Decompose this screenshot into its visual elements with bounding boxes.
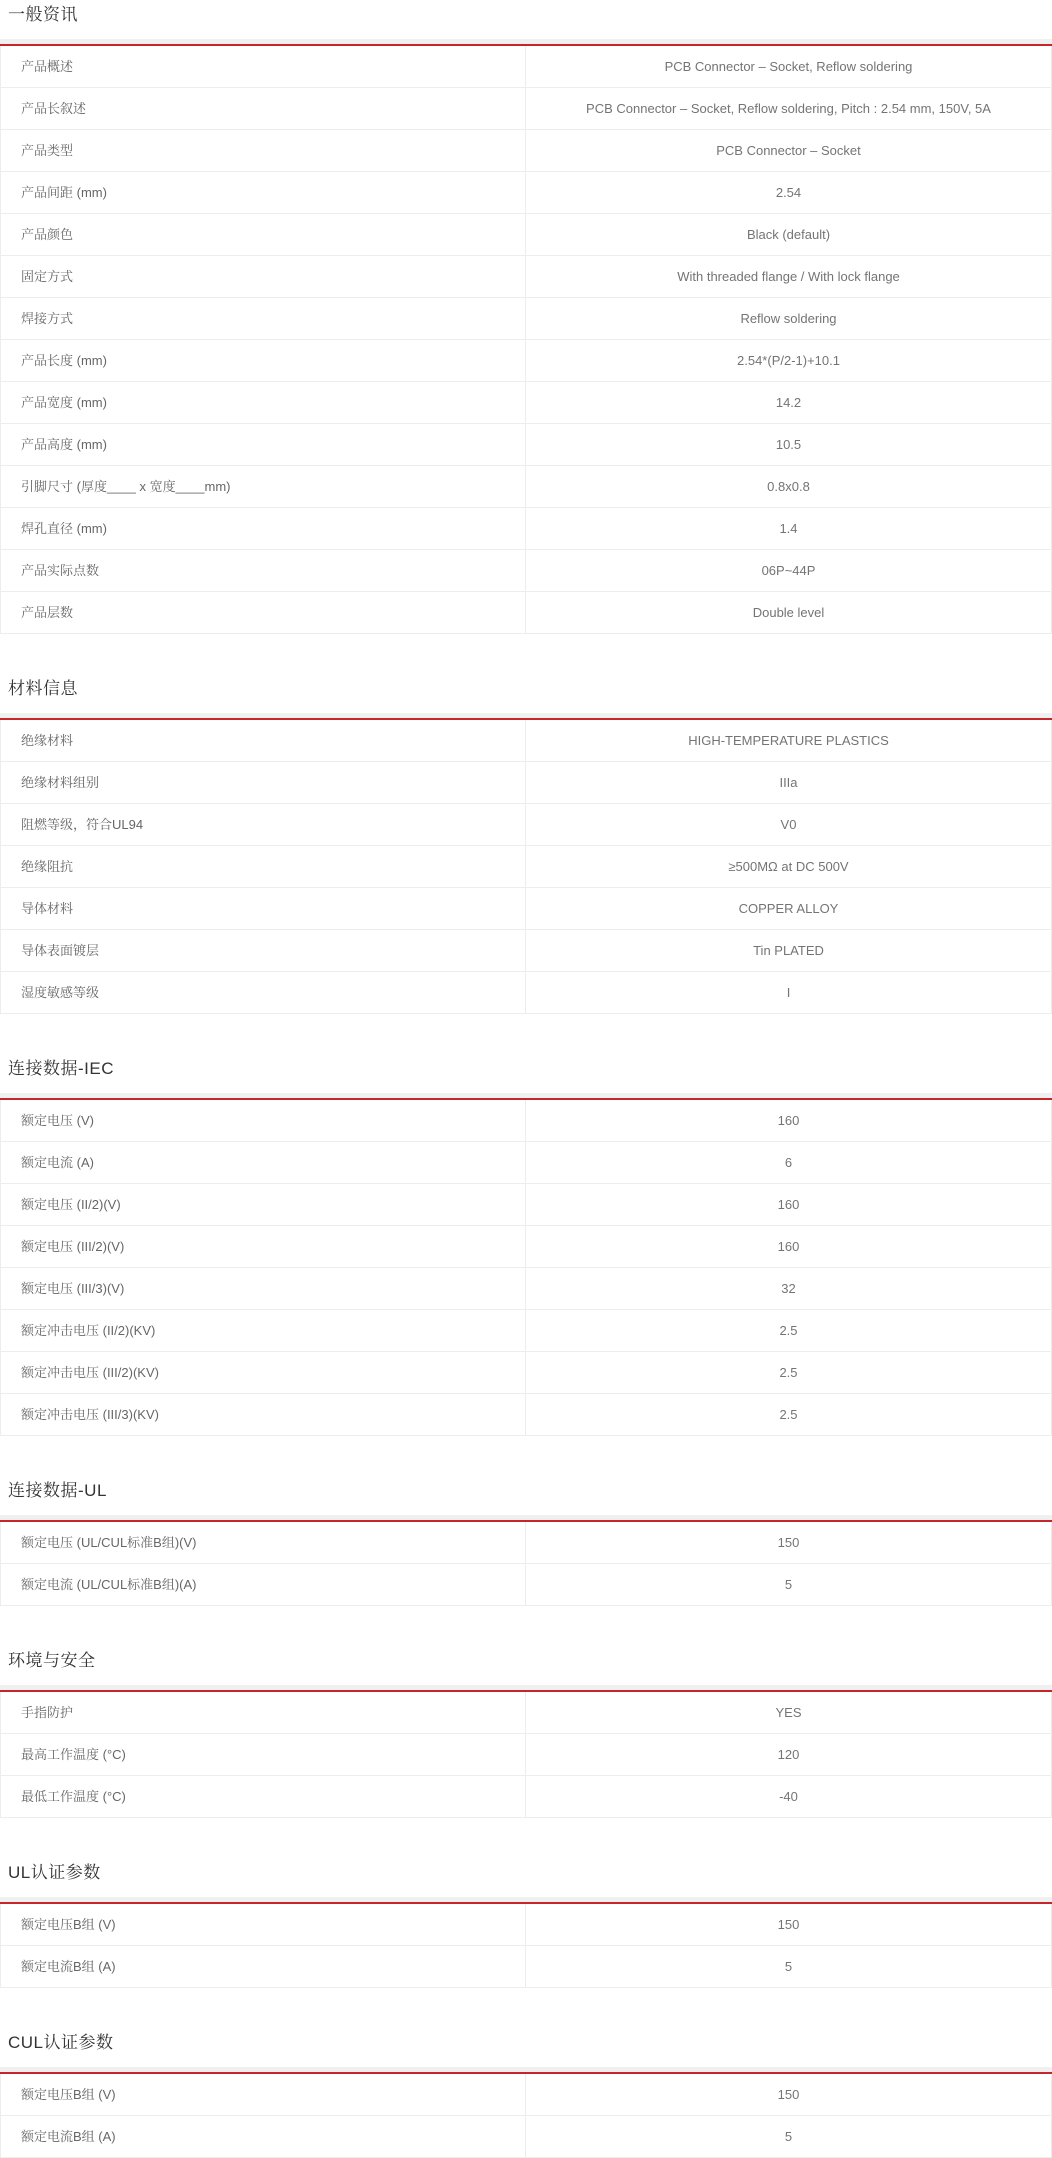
spec-value: HIGH-TEMPERATURE PLASTICS	[688, 732, 889, 748]
spec-label: 产品实际点数	[1, 550, 526, 591]
spec-row	[1, 172, 1051, 214]
spec-row	[1, 888, 1051, 930]
spec-row	[1, 1184, 1051, 1226]
spec-label: 绝缘材料	[1, 720, 526, 761]
spec-section	[0, 1480, 1052, 1606]
spec-value: Tin PLATED	[753, 942, 824, 958]
spec-value: Double level	[752, 604, 825, 620]
spec-value: -40	[779, 1788, 798, 1804]
spec-value: PCB Connector – Socket, Reflow soldering	[664, 58, 913, 74]
spec-row	[1, 214, 1051, 256]
spec-value: 150	[777, 1534, 800, 1550]
spec-value: 160	[777, 1112, 800, 1128]
spec-section	[0, 678, 1052, 1014]
spec-row	[1, 1522, 1051, 1564]
spec-row	[1, 550, 1051, 592]
spec-value: YES	[775, 1704, 802, 1720]
spec-row	[1, 340, 1051, 382]
section-rule	[0, 1515, 1052, 1522]
spec-label: 产品层数	[1, 592, 526, 633]
section-title: 连接数据-UL	[8, 1481, 107, 1500]
spec-page	[0, 4, 1052, 2158]
section-title: 环境与安全	[8, 1651, 96, 1670]
spec-value: 120	[777, 1746, 800, 1762]
spec-table	[0, 720, 1052, 1014]
spec-value: V0	[780, 816, 797, 832]
spec-value: 160	[777, 1238, 800, 1254]
spec-label: 额定电压B组 (V)	[1, 1904, 526, 1945]
spec-label: 额定电流B组 (A)	[1, 1946, 526, 1987]
spec-row	[1, 256, 1051, 298]
spec-row	[1, 592, 1051, 634]
spec-label: 额定电压 (III/2)(V)	[1, 1226, 526, 1267]
spec-value: 06P~44P	[761, 562, 816, 578]
spec-label: 产品类型	[1, 130, 526, 171]
spec-row	[1, 88, 1051, 130]
spec-label: 产品颜色	[1, 214, 526, 255]
spec-value: 150	[777, 2086, 800, 2102]
spec-label: 产品宽度 (mm)	[1, 382, 526, 423]
spec-label: 产品长度 (mm)	[1, 340, 526, 381]
spec-label: 最高工作温度 (°C)	[1, 1734, 526, 1775]
section-title: UL认证参数	[8, 1863, 101, 1882]
spec-value: 10.5	[775, 436, 802, 452]
section-rule	[0, 2067, 1052, 2074]
spec-label: 额定电流 (UL/CUL标准B组)(A)	[1, 1564, 526, 1605]
section-rule	[0, 1897, 1052, 1904]
spec-label: 额定电压 (II/2)(V)	[1, 1184, 526, 1225]
spec-value: 160	[777, 1196, 800, 1212]
spec-label: 绝缘阻抗	[1, 846, 526, 887]
spec-row	[1, 846, 1051, 888]
spec-row	[1, 1564, 1051, 1606]
spec-value: 2.5	[779, 1364, 798, 1380]
spec-label: 产品概述	[1, 46, 526, 87]
spec-label: 额定冲击电压 (III/3)(KV)	[1, 1394, 526, 1435]
spec-value: ≥500MΩ at DC 500V	[728, 858, 849, 874]
spec-value: Black (default)	[746, 226, 831, 242]
section-rule	[0, 39, 1052, 46]
spec-row	[1, 2074, 1051, 2116]
section-rule	[0, 713, 1052, 720]
spec-row	[1, 424, 1051, 466]
spec-row	[1, 1100, 1051, 1142]
spec-value: 2.5	[779, 1406, 798, 1422]
spec-value: 2.5	[779, 1322, 798, 1338]
spec-label: 产品高度 (mm)	[1, 424, 526, 465]
spec-value: PCB Connector – Socket, Reflow soldering, Pitch : 2.54 mm, 150V, 5A	[586, 100, 991, 116]
spec-label: 额定电压 (III/3)(V)	[1, 1268, 526, 1309]
spec-label: 额定冲击电压 (II/2)(KV)	[1, 1310, 526, 1351]
spec-label: 湿度敏感等级	[1, 972, 526, 1013]
spec-value: 5	[784, 1958, 793, 1974]
spec-section	[0, 4, 1052, 634]
spec-label: 最低工作温度 (°C)	[1, 1776, 526, 1817]
spec-value: IIIa	[779, 774, 798, 790]
section-title: 一般资讯	[8, 5, 78, 24]
spec-section	[0, 2032, 1052, 2158]
spec-value: 150	[777, 1916, 800, 1932]
spec-row	[1, 130, 1051, 172]
spec-row	[1, 1310, 1051, 1352]
spec-table	[0, 1904, 1052, 1988]
spec-value: 2.54*(P/2-1)+10.1	[737, 352, 840, 368]
spec-value: I	[786, 984, 791, 1000]
spec-row	[1, 720, 1051, 762]
spec-row	[1, 1394, 1051, 1436]
spec-label: 焊接方式	[1, 298, 526, 339]
spec-label: 额定电流 (A)	[1, 1142, 526, 1183]
spec-label: 引脚尺寸 (厚度____ x 宽度____mm)	[1, 466, 526, 507]
spec-value: 5	[784, 1576, 793, 1592]
spec-row	[1, 1142, 1051, 1184]
spec-value: With threaded flange / With lock flange	[677, 268, 900, 284]
spec-table	[0, 1100, 1052, 1436]
spec-label: 固定方式	[1, 256, 526, 297]
spec-label: 额定电流B组 (A)	[1, 2116, 526, 2157]
spec-row	[1, 2116, 1051, 2158]
spec-table	[0, 2074, 1052, 2158]
spec-row	[1, 46, 1051, 88]
section-rule	[0, 1093, 1052, 1100]
spec-row	[1, 382, 1051, 424]
section-title: CUL认证参数	[8, 2033, 114, 2052]
spec-label: 导体表面镀层	[1, 930, 526, 971]
spec-label: 额定电压 (UL/CUL标准B组)(V)	[1, 1522, 526, 1563]
spec-value: Reflow soldering	[740, 310, 837, 326]
spec-label: 导体材料	[1, 888, 526, 929]
spec-row	[1, 1776, 1051, 1818]
spec-label: 焊孔直径 (mm)	[1, 508, 526, 549]
spec-label: 阻燃等级，符合UL94	[1, 804, 526, 845]
spec-row	[1, 1946, 1051, 1988]
spec-table	[0, 1692, 1052, 1818]
spec-label: 产品间距 (mm)	[1, 172, 526, 213]
spec-value: COPPER ALLOY	[738, 900, 839, 916]
spec-value: 5	[784, 2128, 793, 2144]
spec-label: 额定冲击电压 (III/2)(KV)	[1, 1352, 526, 1393]
spec-section	[0, 1058, 1052, 1436]
spec-row	[1, 508, 1051, 550]
spec-table	[0, 46, 1052, 634]
section-rule	[0, 1685, 1052, 1692]
spec-value: 32	[781, 1280, 796, 1296]
section-title: 连接数据-IEC	[8, 1059, 114, 1078]
spec-label: 绝缘材料组别	[1, 762, 526, 803]
spec-label: 额定电压B组 (V)	[1, 2074, 526, 2115]
section-title: 材料信息	[8, 679, 78, 698]
spec-value: 1.4	[779, 520, 798, 536]
spec-value: 0.8x0.8	[767, 478, 810, 494]
spec-row	[1, 804, 1051, 846]
spec-table	[0, 1522, 1052, 1606]
spec-value: 2.54	[775, 184, 802, 200]
spec-label: 额定电压 (V)	[1, 1100, 526, 1141]
spec-row	[1, 930, 1051, 972]
spec-label: 产品长叙述	[1, 88, 526, 129]
spec-row	[1, 1692, 1051, 1734]
spec-row	[1, 1904, 1051, 1946]
spec-row	[1, 972, 1051, 1014]
spec-row	[1, 1734, 1051, 1776]
spec-value: PCB Connector – Socket	[716, 142, 861, 158]
spec-value: 6	[784, 1154, 793, 1170]
spec-row	[1, 1268, 1051, 1310]
spec-row	[1, 1226, 1051, 1268]
spec-row	[1, 466, 1051, 508]
spec-section	[0, 1650, 1052, 1818]
spec-row	[1, 762, 1051, 804]
spec-row	[1, 298, 1051, 340]
spec-section	[0, 1862, 1052, 1988]
spec-label: 手指防护	[1, 1692, 526, 1733]
spec-row	[1, 1352, 1051, 1394]
spec-value: 14.2	[775, 394, 802, 410]
